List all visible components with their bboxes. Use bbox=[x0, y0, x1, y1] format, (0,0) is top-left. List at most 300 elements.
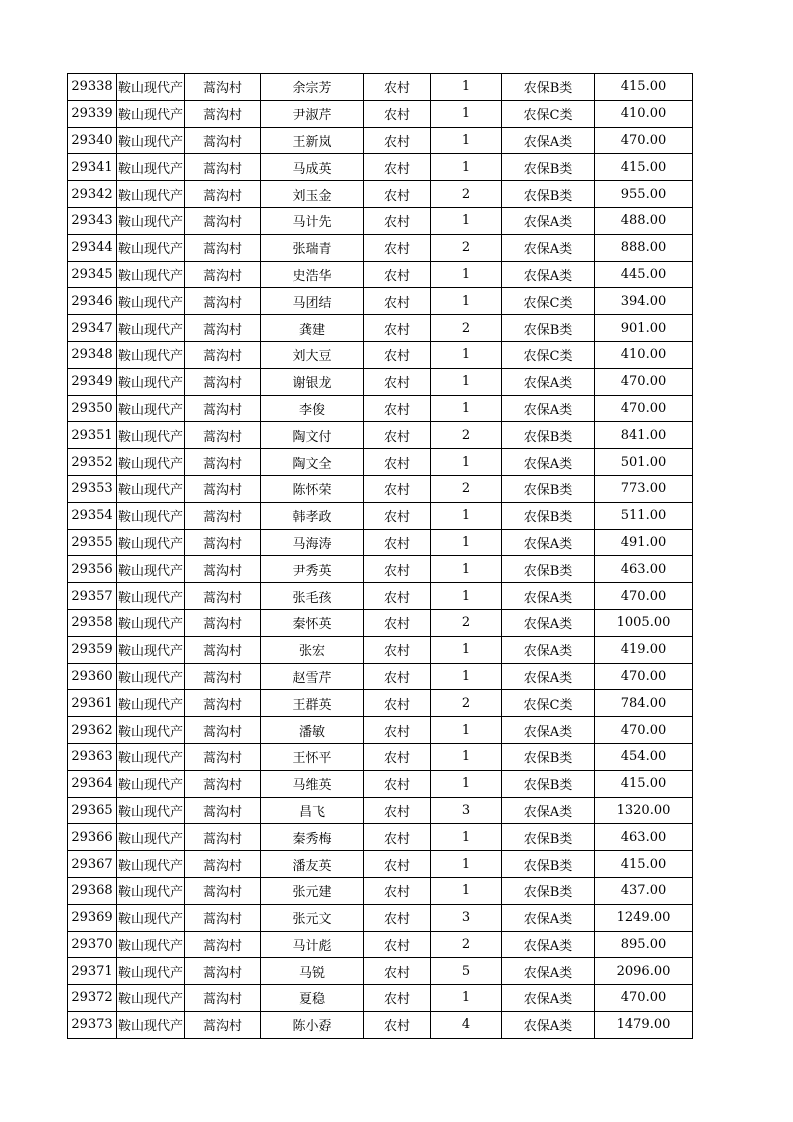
cell-id: 29354 bbox=[68, 502, 117, 529]
cell-unit: 鞍山现代产 bbox=[117, 770, 185, 797]
cell-id: 29339 bbox=[68, 100, 117, 127]
cell-category: 农村 bbox=[364, 904, 431, 931]
table-row bbox=[68, 475, 693, 502]
cell-village: 蒿沟村 bbox=[185, 609, 261, 636]
cell-amount: 415.00 bbox=[595, 851, 693, 878]
table-row bbox=[68, 368, 693, 395]
cell-type: 农保A类 bbox=[502, 207, 595, 234]
cell-name: 尹淑芹 bbox=[261, 100, 364, 127]
cell-id: 29368 bbox=[68, 877, 117, 904]
cell-count: 2 bbox=[431, 690, 502, 717]
cell-name: 张瑞青 bbox=[261, 234, 364, 261]
cell-amount: 394.00 bbox=[595, 288, 693, 315]
cell-name: 马计先 bbox=[261, 207, 364, 234]
cell-amount: 888.00 bbox=[595, 234, 693, 261]
cell-unit: 鞍山现代产 bbox=[117, 127, 185, 154]
cell-id: 29356 bbox=[68, 556, 117, 583]
cell-count: 1 bbox=[431, 154, 502, 181]
cell-name: 刘玉金 bbox=[261, 181, 364, 208]
cell-category: 农村 bbox=[364, 636, 431, 663]
cell-id: 29359 bbox=[68, 636, 117, 663]
cell-village: 蒿沟村 bbox=[185, 261, 261, 288]
cell-amount: 470.00 bbox=[595, 985, 693, 1012]
cell-category: 农村 bbox=[364, 797, 431, 824]
cell-type: 农保A类 bbox=[502, 931, 595, 958]
cell-village: 蒿沟村 bbox=[185, 770, 261, 797]
cell-type: 农保A类 bbox=[502, 529, 595, 556]
cell-name: 陈怀荣 bbox=[261, 475, 364, 502]
cell-village: 蒿沟村 bbox=[185, 181, 261, 208]
cell-count: 5 bbox=[431, 958, 502, 985]
cell-type: 农保B类 bbox=[502, 743, 595, 770]
cell-amount: 454.00 bbox=[595, 743, 693, 770]
cell-type: 农保A类 bbox=[502, 636, 595, 663]
cell-category: 农村 bbox=[364, 368, 431, 395]
table-row bbox=[68, 743, 693, 770]
cell-type: 农保A类 bbox=[502, 1011, 595, 1038]
cell-unit: 鞍山现代产 bbox=[117, 341, 185, 368]
table-row bbox=[68, 341, 693, 368]
cell-type: 农保A类 bbox=[502, 234, 595, 261]
cell-category: 农村 bbox=[364, 583, 431, 610]
cell-type: 农保A类 bbox=[502, 127, 595, 154]
cell-name: 马锐 bbox=[261, 958, 364, 985]
cell-type: 农保C类 bbox=[502, 341, 595, 368]
cell-type: 农保B类 bbox=[502, 181, 595, 208]
cell-count: 2 bbox=[431, 315, 502, 342]
cell-unit: 鞍山现代产 bbox=[117, 690, 185, 717]
table-row bbox=[68, 985, 693, 1012]
cell-count: 1 bbox=[431, 74, 502, 101]
cell-unit: 鞍山现代产 bbox=[117, 288, 185, 315]
cell-village: 蒿沟村 bbox=[185, 502, 261, 529]
cell-village: 蒿沟村 bbox=[185, 1011, 261, 1038]
cell-count: 2 bbox=[431, 609, 502, 636]
cell-unit: 鞍山现代产 bbox=[117, 717, 185, 744]
cell-village: 蒿沟村 bbox=[185, 743, 261, 770]
cell-amount: 491.00 bbox=[595, 529, 693, 556]
cell-category: 农村 bbox=[364, 609, 431, 636]
cell-amount: 511.00 bbox=[595, 502, 693, 529]
cell-count: 3 bbox=[431, 904, 502, 931]
cell-name: 李俊 bbox=[261, 395, 364, 422]
cell-count: 1 bbox=[431, 127, 502, 154]
table-row bbox=[68, 395, 693, 422]
cell-id: 29371 bbox=[68, 958, 117, 985]
cell-category: 农村 bbox=[364, 663, 431, 690]
cell-id: 29340 bbox=[68, 127, 117, 154]
cell-count: 1 bbox=[431, 261, 502, 288]
cell-category: 农村 bbox=[364, 931, 431, 958]
cell-id: 29341 bbox=[68, 154, 117, 181]
cell-id: 29342 bbox=[68, 181, 117, 208]
table-row bbox=[68, 234, 693, 261]
cell-amount: 901.00 bbox=[595, 315, 693, 342]
cell-name: 陶文全 bbox=[261, 449, 364, 476]
cell-type: 农保B类 bbox=[502, 502, 595, 529]
cell-village: 蒿沟村 bbox=[185, 341, 261, 368]
cell-category: 农村 bbox=[364, 181, 431, 208]
cell-count: 1 bbox=[431, 985, 502, 1012]
cell-id: 29367 bbox=[68, 851, 117, 878]
table-row bbox=[68, 609, 693, 636]
table-row bbox=[68, 717, 693, 744]
cell-type: 农保B类 bbox=[502, 824, 595, 851]
cell-count: 1 bbox=[431, 207, 502, 234]
cell-name: 张毛孩 bbox=[261, 583, 364, 610]
cell-amount: 470.00 bbox=[595, 395, 693, 422]
cell-amount: 488.00 bbox=[595, 207, 693, 234]
cell-id: 29363 bbox=[68, 743, 117, 770]
cell-category: 农村 bbox=[364, 770, 431, 797]
cell-village: 蒿沟村 bbox=[185, 368, 261, 395]
cell-village: 蒿沟村 bbox=[185, 824, 261, 851]
cell-id: 29352 bbox=[68, 449, 117, 476]
cell-count: 2 bbox=[431, 422, 502, 449]
table-row bbox=[68, 449, 693, 476]
cell-unit: 鞍山现代产 bbox=[117, 100, 185, 127]
cell-village: 蒿沟村 bbox=[185, 315, 261, 342]
cell-count: 1 bbox=[431, 851, 502, 878]
cell-count: 1 bbox=[431, 877, 502, 904]
cell-category: 农村 bbox=[364, 475, 431, 502]
cell-name: 昌飞 bbox=[261, 797, 364, 824]
cell-type: 农保A类 bbox=[502, 609, 595, 636]
cell-name: 史浩华 bbox=[261, 261, 364, 288]
cell-type: 农保A类 bbox=[502, 717, 595, 744]
cell-amount: 773.00 bbox=[595, 475, 693, 502]
cell-type: 农保A类 bbox=[502, 797, 595, 824]
cell-id: 29343 bbox=[68, 207, 117, 234]
cell-village: 蒿沟村 bbox=[185, 556, 261, 583]
table-row bbox=[68, 127, 693, 154]
cell-amount: 955.00 bbox=[595, 181, 693, 208]
cell-id: 29355 bbox=[68, 529, 117, 556]
cell-category: 农村 bbox=[364, 717, 431, 744]
table-row bbox=[68, 824, 693, 851]
table-body bbox=[68, 74, 693, 1039]
cell-amount: 410.00 bbox=[595, 341, 693, 368]
cell-category: 农村 bbox=[364, 341, 431, 368]
cell-name: 赵雪芹 bbox=[261, 663, 364, 690]
cell-type: 农保B类 bbox=[502, 770, 595, 797]
cell-unit: 鞍山现代产 bbox=[117, 609, 185, 636]
cell-unit: 鞍山现代产 bbox=[117, 449, 185, 476]
cell-amount: 1479.00 bbox=[595, 1011, 693, 1038]
cell-unit: 鞍山现代产 bbox=[117, 529, 185, 556]
cell-amount: 470.00 bbox=[595, 583, 693, 610]
table-row bbox=[68, 502, 693, 529]
cell-village: 蒿沟村 bbox=[185, 583, 261, 610]
cell-id: 29345 bbox=[68, 261, 117, 288]
cell-category: 农村 bbox=[364, 315, 431, 342]
table-row bbox=[68, 1011, 693, 1038]
cell-id: 29360 bbox=[68, 663, 117, 690]
cell-count: 1 bbox=[431, 288, 502, 315]
cell-amount: 841.00 bbox=[595, 422, 693, 449]
cell-name: 尹秀英 bbox=[261, 556, 364, 583]
cell-count: 1 bbox=[431, 743, 502, 770]
cell-type: 农保A类 bbox=[502, 663, 595, 690]
cell-type: 农保C类 bbox=[502, 288, 595, 315]
cell-village: 蒿沟村 bbox=[185, 690, 261, 717]
cell-village: 蒿沟村 bbox=[185, 449, 261, 476]
cell-village: 蒿沟村 bbox=[185, 207, 261, 234]
cell-category: 农村 bbox=[364, 556, 431, 583]
cell-count: 1 bbox=[431, 449, 502, 476]
cell-village: 蒿沟村 bbox=[185, 154, 261, 181]
cell-name: 夏稳 bbox=[261, 985, 364, 1012]
cell-unit: 鞍山现代产 bbox=[117, 1011, 185, 1038]
cell-village: 蒿沟村 bbox=[185, 851, 261, 878]
cell-count: 1 bbox=[431, 368, 502, 395]
cell-type: 农保A类 bbox=[502, 904, 595, 931]
cell-category: 农村 bbox=[364, 529, 431, 556]
cell-unit: 鞍山现代产 bbox=[117, 207, 185, 234]
cell-name: 马计彪 bbox=[261, 931, 364, 958]
cell-name: 王怀平 bbox=[261, 743, 364, 770]
cell-amount: 463.00 bbox=[595, 556, 693, 583]
cell-unit: 鞍山现代产 bbox=[117, 743, 185, 770]
cell-name: 马海涛 bbox=[261, 529, 364, 556]
cell-name: 陶文付 bbox=[261, 422, 364, 449]
cell-unit: 鞍山现代产 bbox=[117, 958, 185, 985]
cell-amount: 784.00 bbox=[595, 690, 693, 717]
cell-village: 蒿沟村 bbox=[185, 288, 261, 315]
cell-count: 1 bbox=[431, 770, 502, 797]
cell-unit: 鞍山现代产 bbox=[117, 368, 185, 395]
table-row bbox=[68, 315, 693, 342]
cell-name: 张元建 bbox=[261, 877, 364, 904]
cell-count: 2 bbox=[431, 234, 502, 261]
cell-category: 农村 bbox=[364, 207, 431, 234]
cell-amount: 501.00 bbox=[595, 449, 693, 476]
cell-category: 农村 bbox=[364, 851, 431, 878]
cell-unit: 鞍山现代产 bbox=[117, 797, 185, 824]
cell-amount: 470.00 bbox=[595, 368, 693, 395]
cell-type: 农保B类 bbox=[502, 74, 595, 101]
table-row bbox=[68, 529, 693, 556]
cell-type: 农保B类 bbox=[502, 315, 595, 342]
table-row bbox=[68, 422, 693, 449]
cell-type: 农保A类 bbox=[502, 985, 595, 1012]
table-row bbox=[68, 931, 693, 958]
cell-amount: 895.00 bbox=[595, 931, 693, 958]
cell-category: 农村 bbox=[364, 743, 431, 770]
cell-unit: 鞍山现代产 bbox=[117, 74, 185, 101]
cell-village: 蒿沟村 bbox=[185, 234, 261, 261]
cell-village: 蒿沟村 bbox=[185, 100, 261, 127]
table-row bbox=[68, 851, 693, 878]
cell-name: 刘大豆 bbox=[261, 341, 364, 368]
cell-name: 谢银龙 bbox=[261, 368, 364, 395]
cell-village: 蒿沟村 bbox=[185, 985, 261, 1012]
cell-amount: 463.00 bbox=[595, 824, 693, 851]
cell-category: 农村 bbox=[364, 234, 431, 261]
cell-amount: 1005.00 bbox=[595, 609, 693, 636]
cell-village: 蒿沟村 bbox=[185, 475, 261, 502]
cell-amount: 1320.00 bbox=[595, 797, 693, 824]
cell-id: 29349 bbox=[68, 368, 117, 395]
cell-id: 29373 bbox=[68, 1011, 117, 1038]
cell-name: 张宏 bbox=[261, 636, 364, 663]
table-row bbox=[68, 663, 693, 690]
cell-village: 蒿沟村 bbox=[185, 717, 261, 744]
cell-village: 蒿沟村 bbox=[185, 636, 261, 663]
cell-name: 张元文 bbox=[261, 904, 364, 931]
cell-category: 农村 bbox=[364, 1011, 431, 1038]
cell-name: 余宗芳 bbox=[261, 74, 364, 101]
cell-village: 蒿沟村 bbox=[185, 422, 261, 449]
cell-category: 农村 bbox=[364, 877, 431, 904]
cell-village: 蒿沟村 bbox=[185, 797, 261, 824]
cell-name: 马团结 bbox=[261, 288, 364, 315]
cell-category: 农村 bbox=[364, 690, 431, 717]
cell-count: 1 bbox=[431, 824, 502, 851]
cell-name: 马成英 bbox=[261, 154, 364, 181]
cell-category: 农村 bbox=[364, 824, 431, 851]
table-row bbox=[68, 556, 693, 583]
cell-type: 农保B类 bbox=[502, 851, 595, 878]
cell-name: 龚建 bbox=[261, 315, 364, 342]
cell-category: 农村 bbox=[364, 127, 431, 154]
cell-village: 蒿沟村 bbox=[185, 663, 261, 690]
cell-type: 农保B类 bbox=[502, 422, 595, 449]
cell-unit: 鞍山现代产 bbox=[117, 154, 185, 181]
table-row bbox=[68, 877, 693, 904]
cell-id: 29366 bbox=[68, 824, 117, 851]
cell-village: 蒿沟村 bbox=[185, 904, 261, 931]
cell-count: 4 bbox=[431, 1011, 502, 1038]
cell-id: 29370 bbox=[68, 931, 117, 958]
cell-name: 秦秀梅 bbox=[261, 824, 364, 851]
cell-village: 蒿沟村 bbox=[185, 127, 261, 154]
cell-id: 29344 bbox=[68, 234, 117, 261]
cell-id: 29350 bbox=[68, 395, 117, 422]
cell-unit: 鞍山现代产 bbox=[117, 422, 185, 449]
cell-unit: 鞍山现代产 bbox=[117, 234, 185, 261]
cell-id: 29347 bbox=[68, 315, 117, 342]
cell-id: 29351 bbox=[68, 422, 117, 449]
cell-id: 29357 bbox=[68, 583, 117, 610]
cell-type: 农保B类 bbox=[502, 877, 595, 904]
cell-amount: 2096.00 bbox=[595, 958, 693, 985]
cell-name: 陈小孬 bbox=[261, 1011, 364, 1038]
cell-name: 王群英 bbox=[261, 690, 364, 717]
table-row bbox=[68, 770, 693, 797]
cell-category: 农村 bbox=[364, 449, 431, 476]
cell-id: 29353 bbox=[68, 475, 117, 502]
table-row bbox=[68, 154, 693, 181]
cell-count: 1 bbox=[431, 341, 502, 368]
cell-count: 1 bbox=[431, 636, 502, 663]
cell-id: 29346 bbox=[68, 288, 117, 315]
table-row bbox=[68, 690, 693, 717]
cell-count: 2 bbox=[431, 475, 502, 502]
cell-id: 29361 bbox=[68, 690, 117, 717]
cell-type: 农保B类 bbox=[502, 154, 595, 181]
table-row bbox=[68, 636, 693, 663]
cell-village: 蒿沟村 bbox=[185, 395, 261, 422]
cell-count: 1 bbox=[431, 717, 502, 744]
cell-unit: 鞍山现代产 bbox=[117, 877, 185, 904]
cell-unit: 鞍山现代产 bbox=[117, 583, 185, 610]
cell-amount: 470.00 bbox=[595, 663, 693, 690]
cell-unit: 鞍山现代产 bbox=[117, 904, 185, 931]
cell-id: 29369 bbox=[68, 904, 117, 931]
cell-unit: 鞍山现代产 bbox=[117, 475, 185, 502]
cell-type: 农保A类 bbox=[502, 395, 595, 422]
cell-type: 农保A类 bbox=[502, 583, 595, 610]
cell-id: 29362 bbox=[68, 717, 117, 744]
cell-id: 29372 bbox=[68, 985, 117, 1012]
cell-count: 1 bbox=[431, 663, 502, 690]
cell-name: 潘敏 bbox=[261, 717, 364, 744]
cell-village: 蒿沟村 bbox=[185, 877, 261, 904]
cell-count: 1 bbox=[431, 529, 502, 556]
cell-type: 农保B类 bbox=[502, 556, 595, 583]
cell-unit: 鞍山现代产 bbox=[117, 181, 185, 208]
cell-unit: 鞍山现代产 bbox=[117, 636, 185, 663]
cell-unit: 鞍山现代产 bbox=[117, 851, 185, 878]
cell-name: 秦怀英 bbox=[261, 609, 364, 636]
cell-id: 29364 bbox=[68, 770, 117, 797]
cell-id: 29338 bbox=[68, 74, 117, 101]
cell-amount: 470.00 bbox=[595, 717, 693, 744]
cell-amount: 445.00 bbox=[595, 261, 693, 288]
cell-village: 蒿沟村 bbox=[185, 958, 261, 985]
cell-amount: 410.00 bbox=[595, 100, 693, 127]
table-row bbox=[68, 181, 693, 208]
table-row bbox=[68, 74, 693, 101]
cell-unit: 鞍山现代产 bbox=[117, 931, 185, 958]
cell-category: 农村 bbox=[364, 502, 431, 529]
cell-type: 农保A类 bbox=[502, 261, 595, 288]
cell-category: 农村 bbox=[364, 985, 431, 1012]
cell-amount: 470.00 bbox=[595, 127, 693, 154]
cell-category: 农村 bbox=[364, 100, 431, 127]
cell-unit: 鞍山现代产 bbox=[117, 261, 185, 288]
table-row bbox=[68, 904, 693, 931]
table-row bbox=[68, 958, 693, 985]
table-row bbox=[68, 100, 693, 127]
cell-amount: 415.00 bbox=[595, 74, 693, 101]
table-row bbox=[68, 261, 693, 288]
cell-count: 2 bbox=[431, 931, 502, 958]
cell-unit: 鞍山现代产 bbox=[117, 556, 185, 583]
cell-category: 农村 bbox=[364, 261, 431, 288]
cell-unit: 鞍山现代产 bbox=[117, 502, 185, 529]
cell-amount: 415.00 bbox=[595, 770, 693, 797]
cell-village: 蒿沟村 bbox=[185, 529, 261, 556]
cell-name: 马维英 bbox=[261, 770, 364, 797]
cell-type: 农保A类 bbox=[502, 368, 595, 395]
cell-type: 农保C类 bbox=[502, 100, 595, 127]
cell-name: 潘友英 bbox=[261, 851, 364, 878]
cell-category: 农村 bbox=[364, 288, 431, 315]
cell-unit: 鞍山现代产 bbox=[117, 315, 185, 342]
cell-name: 王新岚 bbox=[261, 127, 364, 154]
cell-amount: 419.00 bbox=[595, 636, 693, 663]
cell-amount: 1249.00 bbox=[595, 904, 693, 931]
table-row bbox=[68, 797, 693, 824]
table-row bbox=[68, 583, 693, 610]
table-row bbox=[68, 207, 693, 234]
cell-type: 农保A类 bbox=[502, 449, 595, 476]
cell-type: 农保C类 bbox=[502, 690, 595, 717]
cell-count: 3 bbox=[431, 797, 502, 824]
cell-unit: 鞍山现代产 bbox=[117, 824, 185, 851]
